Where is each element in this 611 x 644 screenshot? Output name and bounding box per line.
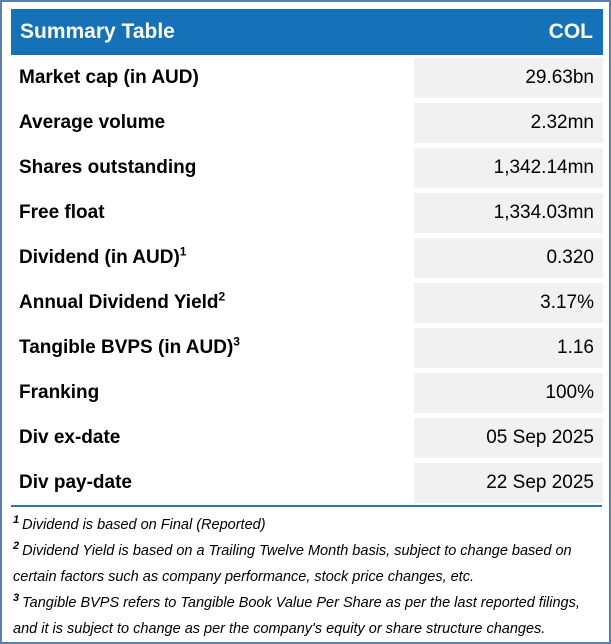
row-label-text: Div pay-date [19, 471, 132, 493]
row-label-text: Annual Dividend Yield [19, 291, 219, 313]
row-label [11, 157, 414, 179]
row-label-text: Dividend (in AUD) [19, 246, 180, 268]
row-label-text: Franking [19, 381, 100, 403]
table-row [11, 280, 603, 325]
row-value: 05 Sep 2025 [414, 418, 603, 458]
row-label [11, 382, 414, 404]
table-header [11, 9, 603, 55]
footnote [13, 538, 599, 590]
row-value: 1,342.14mn [414, 148, 603, 188]
row-label [11, 427, 414, 449]
row-label-text: Div ex-date [19, 426, 121, 448]
table-row [11, 460, 603, 505]
footnote-marker: 1 [179, 244, 187, 259]
row-label-text: Market cap (in AUD) [19, 66, 199, 88]
row-label [11, 202, 414, 224]
row-label [11, 472, 414, 494]
ticker-label: COL [548, 20, 593, 43]
row-label-text: Tangible BVPS (in AUD) [19, 336, 234, 358]
row-label [11, 112, 414, 134]
footnote-marker: 3 [233, 334, 240, 349]
table-row [11, 235, 603, 280]
table-row [11, 145, 603, 190]
table-row [11, 100, 603, 145]
row-value: 0.320 [414, 238, 603, 278]
footnote-text: Dividend is based on Final (Reported) [22, 517, 266, 533]
row-value: 22 Sep 2025 [414, 463, 603, 503]
row-label [11, 289, 414, 314]
row-value: 3.17% [414, 283, 603, 323]
row-label-text: Average volume [19, 111, 166, 133]
footnote-number: 1 [13, 514, 20, 527]
table-body [11, 55, 603, 505]
footnote [13, 590, 599, 642]
footnote-number: 3 [13, 592, 20, 605]
footnote-text: Dividend Yield is based on a Trailing Twelve Month basis, subject to change based on certain factors such as company performance, stock price changes, etc. [13, 543, 572, 585]
row-value: 29.63bn [414, 58, 603, 98]
row-label [11, 244, 414, 269]
table-row [11, 415, 603, 460]
row-label [11, 67, 414, 89]
table-title: Summary Table [20, 20, 175, 43]
row-label-text: Free float [19, 201, 105, 223]
footnote-marker: 2 [218, 289, 226, 304]
row-value: 2.32mn [414, 103, 603, 143]
footnote-number: 2 [13, 540, 20, 553]
table-row [11, 325, 603, 370]
table-row [11, 370, 603, 415]
footnotes-section [11, 507, 603, 642]
row-value: 1,334.03mn [414, 193, 603, 233]
table-row [11, 55, 603, 100]
footnote [13, 512, 599, 538]
row-value: 100% [414, 373, 603, 413]
table-row [11, 190, 603, 235]
row-value: 1.16 [414, 328, 603, 368]
row-label [11, 334, 414, 359]
footnote-text: Tangible BVPS refers to Tangible Book Value Per Share as per the last reported filings, and it is subject to change as per the company's equity or share structure changes. [13, 595, 580, 637]
row-label-text: Shares outstanding [19, 156, 197, 178]
